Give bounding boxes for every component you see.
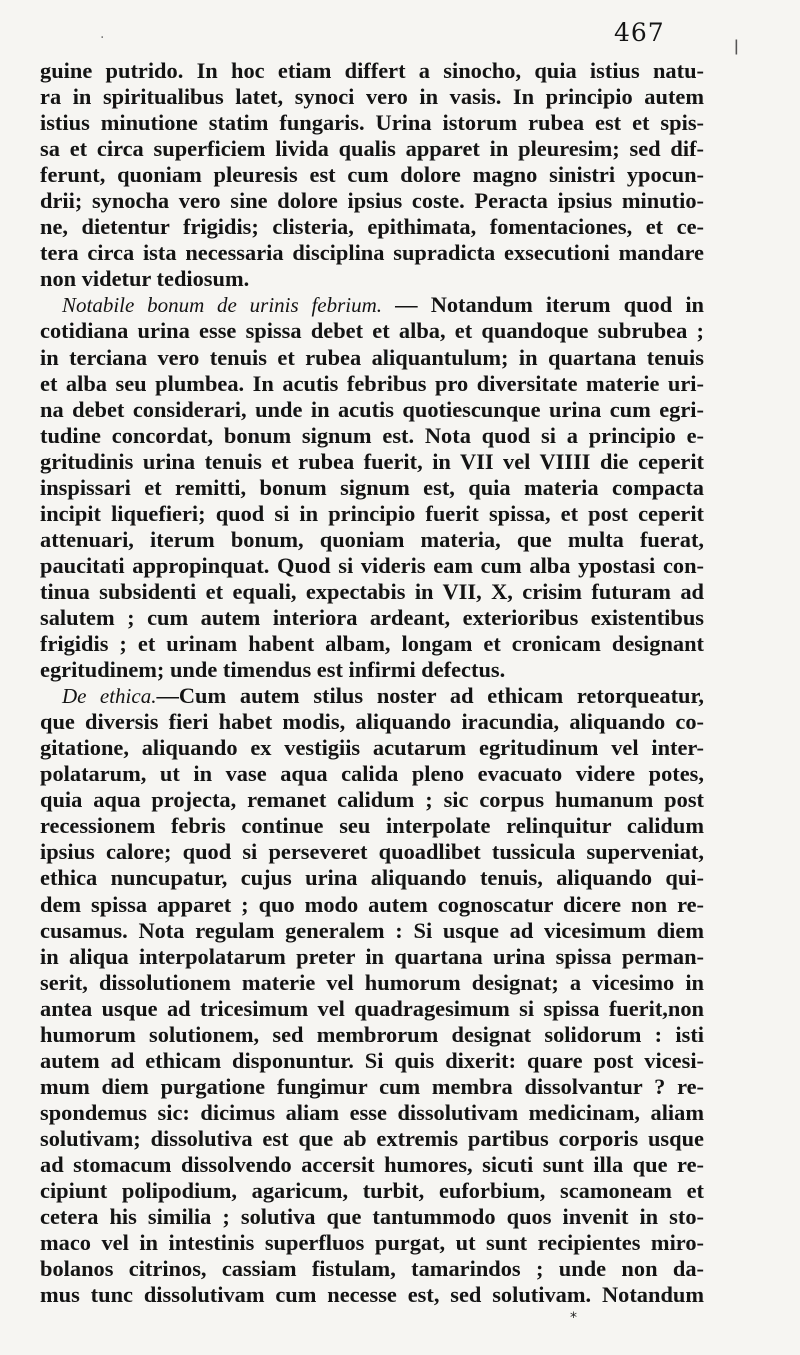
line-text: cotidiana urina esse spissa debet et alba, et quandoque subrubea ; [40,318,704,344]
line-text: egritudinem; unde timendus est infirmi defectus. [40,657,506,683]
line-text: dem spissa apparet ; quo modo autem cognoscatur dicere non re- [40,891,704,917]
line-text: ra in spiritualibus latet, synoci vero in vasis. In principio autem [40,84,704,110]
line-text: tera circa ista necessaria disciplina supradicta exsecutioni mandare [40,240,704,266]
text-line [40,240,704,266]
text-line [40,657,704,683]
text-line [40,605,704,631]
text-line [40,501,704,527]
text-line [40,709,704,735]
text-line [40,449,704,475]
text-line [40,371,704,397]
line-text: salutem ; cum autem interiora ardeant, exterioribus existentibus [40,604,704,630]
text-line [40,839,704,865]
line-text: — Notandum iterum quod in [382,292,704,318]
text-line [40,631,704,657]
line-text: recessionem febris continue seu interpolate relinquitur calidum [40,813,704,839]
line-text: tinua subsidenti et equali, expectabis in VII, X, crisim futuram ad [40,578,704,604]
line-text: serit, dissolutionem materie vel humorum designat; a vicesimo in [40,969,704,995]
text-line [40,397,704,423]
line-text: inspissari et remitti, bonum signum est, quia materia compacta [40,474,704,500]
line-text: gritudinis urina tenuis et rubea fuerit, in VII vel VIIII die ceperit [40,448,704,474]
margin-mark: ǀ [734,36,739,55]
text-line [40,162,704,188]
section-heading: De ethica. [62,684,157,709]
text-line [40,1048,704,1074]
line-text: cusamus. Nota regulam generalem : Si usque ad vicesimum diem [40,917,704,943]
line-text: quia aqua projecta, remanet calidum ; sic corpus humanum post [40,787,704,813]
text-line [40,553,704,579]
text-line [40,1022,704,1048]
text-line [40,84,704,110]
text-line [40,579,704,605]
section-heading: Notabile bonum de urinis febrium. [62,293,383,318]
text-line [40,970,704,996]
line-text: ipsius calore; quod si perseveret quoadlibet tussicula superveniat, [40,839,704,865]
line-text: polatarum, ut in vase aqua calida pleno evacuato videre potes, [40,761,704,787]
line-text: istius minutione statim fungaris. Urina istorum rubea est et spis- [40,110,704,136]
text-line [40,527,704,553]
line-text: antea usque ad tricesimum vel quadragesimum si spissa fuerit,non [40,995,704,1021]
line-text: na debet considerari, unde in acutis quotiescunque urina cum egri- [40,396,704,422]
text-line [40,761,704,787]
line-text: cetera his similia ; solutiva que tantummodo quos invenit in sto- [40,1204,704,1230]
text-line [40,813,704,839]
text-line [40,136,704,162]
line-text: ferunt, quoniam pleuresis est cum dolore magno sinistri ypocun- [40,162,704,188]
line-text: attenuari, iterum bonum, quoniam materia, que multa fuerat, [40,526,704,552]
text-line [40,214,704,240]
text-line [40,423,704,449]
text-line [40,787,704,813]
line-text: mum diem purgatione fungimur cum membra dissolvantur ? re- [40,1073,704,1099]
line-text: cipiunt polipodium, agaricum, turbit, euforbium, scamoneam et [40,1178,704,1204]
speck: · [100,30,105,46]
page-number: 467 [614,18,665,47]
text-line [40,1178,704,1204]
text-line [40,266,704,292]
line-text: solutivam; dissolutiva est que ab extremis partibus corporis usque [40,1125,704,1151]
line-text: in terciana vero tenuis et rubea aliquantulum; in quartana tenuis [40,344,704,370]
line-text: incipit liquefieri; quod si in principio fuerit spissa, et post ceperit [40,500,704,526]
line-text: frigidis ; et urinam habent albam, longam et cronicam designant [40,631,704,657]
footer-mark: * [570,1310,577,1326]
text-line [40,1256,704,1282]
text-line [40,1074,704,1100]
text-line [40,944,704,970]
text-line [40,110,704,136]
text-line [40,683,704,709]
line-text: spondemus sic: dicimus aliam esse dissolutivam medicinam, aliam [40,1099,704,1125]
text-line [40,345,704,371]
text-line [40,188,704,214]
text-line [40,1152,704,1178]
text-line [40,318,704,344]
text-line [40,58,704,84]
line-text: drii; synocha vero sine dolore ipsius coste. Peracta ipsius minutio- [40,188,704,214]
line-text: tudine concordat, bonum signum est. Nota quod si a principio e- [40,422,704,448]
text-line [40,865,704,891]
line-text: ne, dietentur frigidis; clisteria, epithimata, fomentaciones, et ce- [40,214,704,240]
line-text: et alba seu plumbea. In acutis febribus pro diversitate materie uri- [40,370,704,396]
line-text: in aliqua interpolatarum preter in quartana urina spissa perman- [40,943,704,969]
text-line [40,1230,704,1256]
text-line [40,735,704,761]
text-line [40,892,704,918]
text-line [40,1282,704,1308]
text-line [40,996,704,1022]
text-line [40,1204,704,1230]
text-line [40,918,704,944]
line-text: sa et circa superficiem livida qualis apparet in pleuresim; sed dif- [40,136,704,162]
line-text: non videtur tediosum. [40,266,250,292]
line-text: ethica nuncupatur, cujus urina aliquando tenuis, aliquando qui- [40,865,704,891]
body-text [40,58,704,1308]
line-text: mus tunc dissolutivam cum necesse est, sed solutivam. Notandum [40,1282,704,1308]
line-text: maco vel in intestinis superfluos purgat, ut sunt recipientes miro- [40,1230,704,1256]
text-line [40,1126,704,1152]
line-text: humorum solutionem, sed membrorum designat solidorum : isti [40,1021,704,1047]
text-line [40,475,704,501]
line-text: ad stomacum dissolvendo accersit humores, sicuti sunt illa que re- [40,1151,704,1177]
line-text: que diversis fieri habet modis, aliquando iracundia, aliquando co- [40,709,704,735]
line-text: —Cum autem stilus noster ad ethicam retorqueatur, [156,683,704,709]
text-line [40,292,704,318]
text-line [40,1100,704,1126]
line-text: paucitati appropinquat. Quod si videris eam cum alba ypostasi con- [40,552,704,578]
line-text: gitatione, aliquando ex vestigiis acutarum egritudinum vel inter- [40,735,704,761]
line-text: bolanos citrinos, cassiam fistulam, tamarindos ; unde non da- [40,1256,704,1282]
line-text: autem ad ethicam disponuntur. Si quis dixerit: quare post vicesi- [40,1047,704,1073]
line-text: guine putrido. In hoc etiam differt a sinocho, quia istius natu- [40,58,704,83]
